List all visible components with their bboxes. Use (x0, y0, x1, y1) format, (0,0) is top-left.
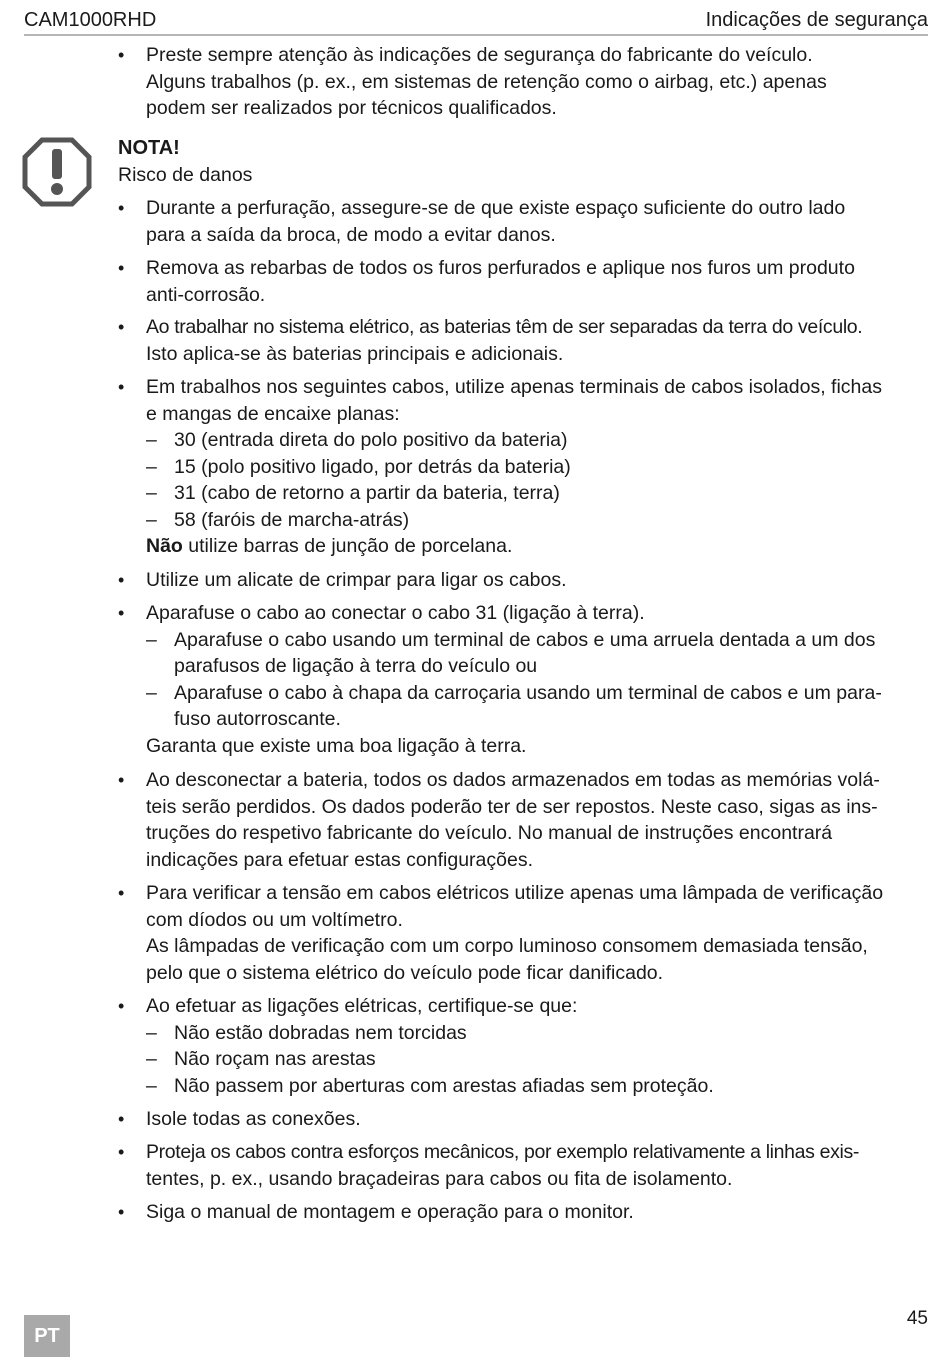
dash-item (146, 454, 930, 481)
text-line: Para verificar a tensão em cabos elétricos utilize apenas uma lâmpada de verificação (146, 882, 884, 904)
dash-item (146, 507, 930, 534)
dash-text: Aparafuse o cabo à chapa da carroçaria usando um terminal de cabos e um para- (174, 681, 882, 704)
bullet-item (118, 1199, 930, 1226)
dash-item (146, 1046, 930, 1073)
text-line: As lâmpadas de verificação com um corpo luminoso consomem demasiada tensão, (146, 935, 868, 957)
bullet-mark: • (118, 377, 125, 397)
bullet-mark: • (118, 258, 125, 278)
dash-item (146, 427, 930, 454)
text-line: Ao trabalhar no sistema elétrico, as baterias têm de ser separadas da terra do veículo. (146, 316, 863, 338)
text-line: Garanta que existe uma boa ligação à terra. (146, 734, 527, 757)
text-line: Utilize um alicate de crimpar para ligar os cabos. (146, 569, 567, 591)
text-line: Ao efetuar as ligações elétricas, certifique-se que: (146, 995, 578, 1017)
text-line: tentes, p. ex., usando braçadeiras para cabos ou fita de isolamento. (146, 1167, 733, 1190)
bullet-mark: • (118, 603, 125, 623)
header-section: Indicações de segurança (705, 9, 928, 31)
text-line (146, 533, 930, 560)
text-line: pelo que o sistema elétrico do veículo pode ficar danificado. (146, 961, 664, 984)
bullet-mark: • (118, 1109, 125, 1129)
bullet-item (118, 993, 930, 1099)
text-line: parafusos de ligação à terra do veículo ou (174, 655, 538, 677)
bullet-item (118, 195, 930, 248)
text-line: truções do respetivo fabricante do veículo. No manual de instruções encontrará (146, 822, 833, 844)
text-line: anti-corrosão. (146, 283, 266, 306)
bullet-mark: • (118, 45, 125, 65)
text-line: Siga o manual de montagem e operação para o monitor. (146, 1201, 634, 1223)
bullet-item (118, 880, 930, 986)
dash-text: 58 (faróis de marcha-atrás) (174, 508, 410, 531)
bullet-item (118, 255, 930, 308)
bullet-item (118, 567, 930, 594)
bullet-item (118, 1139, 930, 1192)
dash-text: Não roçam nas arestas (174, 1048, 376, 1070)
language-badge: PT (24, 1315, 70, 1357)
bullet-mark: • (118, 1202, 125, 1222)
text-line: Ao desconectar a bateria, todos os dados armazenados em todas as memórias volá- (146, 769, 880, 791)
text-line: Proteja os cabos contra esforços mecânicos, por exemplo relativamente a linhas exis- (146, 1141, 860, 1163)
bullet-item (118, 374, 930, 560)
page-number: 45 (906, 1308, 928, 1329)
text-line: teis serão perdidos. Os dados poderão ter de ser repostos. Neste caso, sigas as ins- (146, 795, 878, 818)
bullet-item (118, 314, 930, 367)
text-line: Preste sempre atenção às indicações de segurança do fabricante do veículo. (146, 44, 813, 66)
text-line: fuso autorroscante. (174, 708, 341, 730)
text-line: Durante a perfuração, assegure-se de que existe espaço suficiente do outro lado (146, 197, 846, 219)
bullet-mark: • (118, 198, 125, 218)
dash-item (146, 627, 930, 654)
dash-mark: – (146, 508, 157, 531)
bullet-mark: • (118, 883, 125, 903)
bullet-mark: • (118, 770, 125, 790)
dash-item (146, 1073, 930, 1100)
dash-item (146, 680, 930, 707)
bullet-item (118, 42, 930, 122)
header-model: CAM1000RHD (24, 9, 157, 31)
text-line: indicações para efetuar estas configurações. (146, 848, 533, 871)
dash-item (146, 1020, 930, 1047)
text-line: Remova as rebarbas de todos os furos perfurados e aplique nos furos um produto (146, 257, 855, 279)
text-line: Aparafuse o cabo ao conectar o cabo 31 (ligação à terra). (146, 602, 645, 624)
dash-mark: – (146, 628, 157, 651)
note-subtitle: Risco de danos (118, 164, 253, 186)
note-title: NOTA! (118, 137, 180, 159)
page-header (24, 6, 928, 36)
bullet-item (118, 767, 930, 873)
dash-text: 31 (cabo de retorno a partir da bateria, terra) (174, 482, 560, 504)
dash-mark: – (146, 429, 157, 451)
text-line: Em trabalhos nos seguintes cabos, utilize apenas terminais de cabos isolados, fichas (146, 376, 882, 398)
dash-mark: – (146, 1021, 157, 1044)
text-line: com díodos ou um voltímetro. (146, 908, 403, 931)
warning-exclamation-octagon-icon (22, 137, 92, 207)
dash-mark: – (146, 1048, 157, 1070)
dash-text: 30 (entrada direta do polo positivo da bateria) (174, 429, 568, 451)
bullet-item (118, 1106, 930, 1133)
text-line: Alguns trabalhos (p. ex., em sistemas de retenção como o airbag, etc.) apenas (146, 70, 827, 93)
bullet-mark: • (118, 1142, 125, 1162)
bullet-mark: • (118, 317, 125, 337)
text-line: e mangas de encaixe planas: (146, 402, 400, 425)
dash-text: 15 (polo positivo ligado, por detrás da bateria) (174, 455, 571, 478)
dash-mark: – (146, 455, 157, 478)
text-line: Isto aplica-se às baterias principais e adicionais. (146, 342, 564, 365)
bold-text: Não (146, 535, 183, 557)
text-line: podem ser realizados por técnicos qualificados. (146, 97, 557, 119)
dash-mark: – (146, 482, 157, 504)
text-line: para a saída da broca, de modo a evitar danos. (146, 223, 556, 246)
bullet-mark: • (118, 996, 125, 1016)
bullet-mark: • (118, 570, 125, 590)
text-line: Isole todas as conexões. (146, 1108, 361, 1130)
dash-text: Aparafuse o cabo usando um terminal de cabos e uma arruela dentada a um dos (174, 628, 876, 651)
bullet-item (118, 600, 930, 759)
dash-text: Não estão dobradas nem torcidas (174, 1021, 467, 1044)
dash-text: Não passem por aberturas com arestas afiadas sem proteção. (174, 1074, 714, 1097)
dash-item (146, 480, 930, 507)
plain-text: utilize barras de junção de porcelana. (182, 535, 513, 557)
dash-mark: – (146, 1074, 157, 1097)
dash-mark: – (146, 681, 157, 704)
